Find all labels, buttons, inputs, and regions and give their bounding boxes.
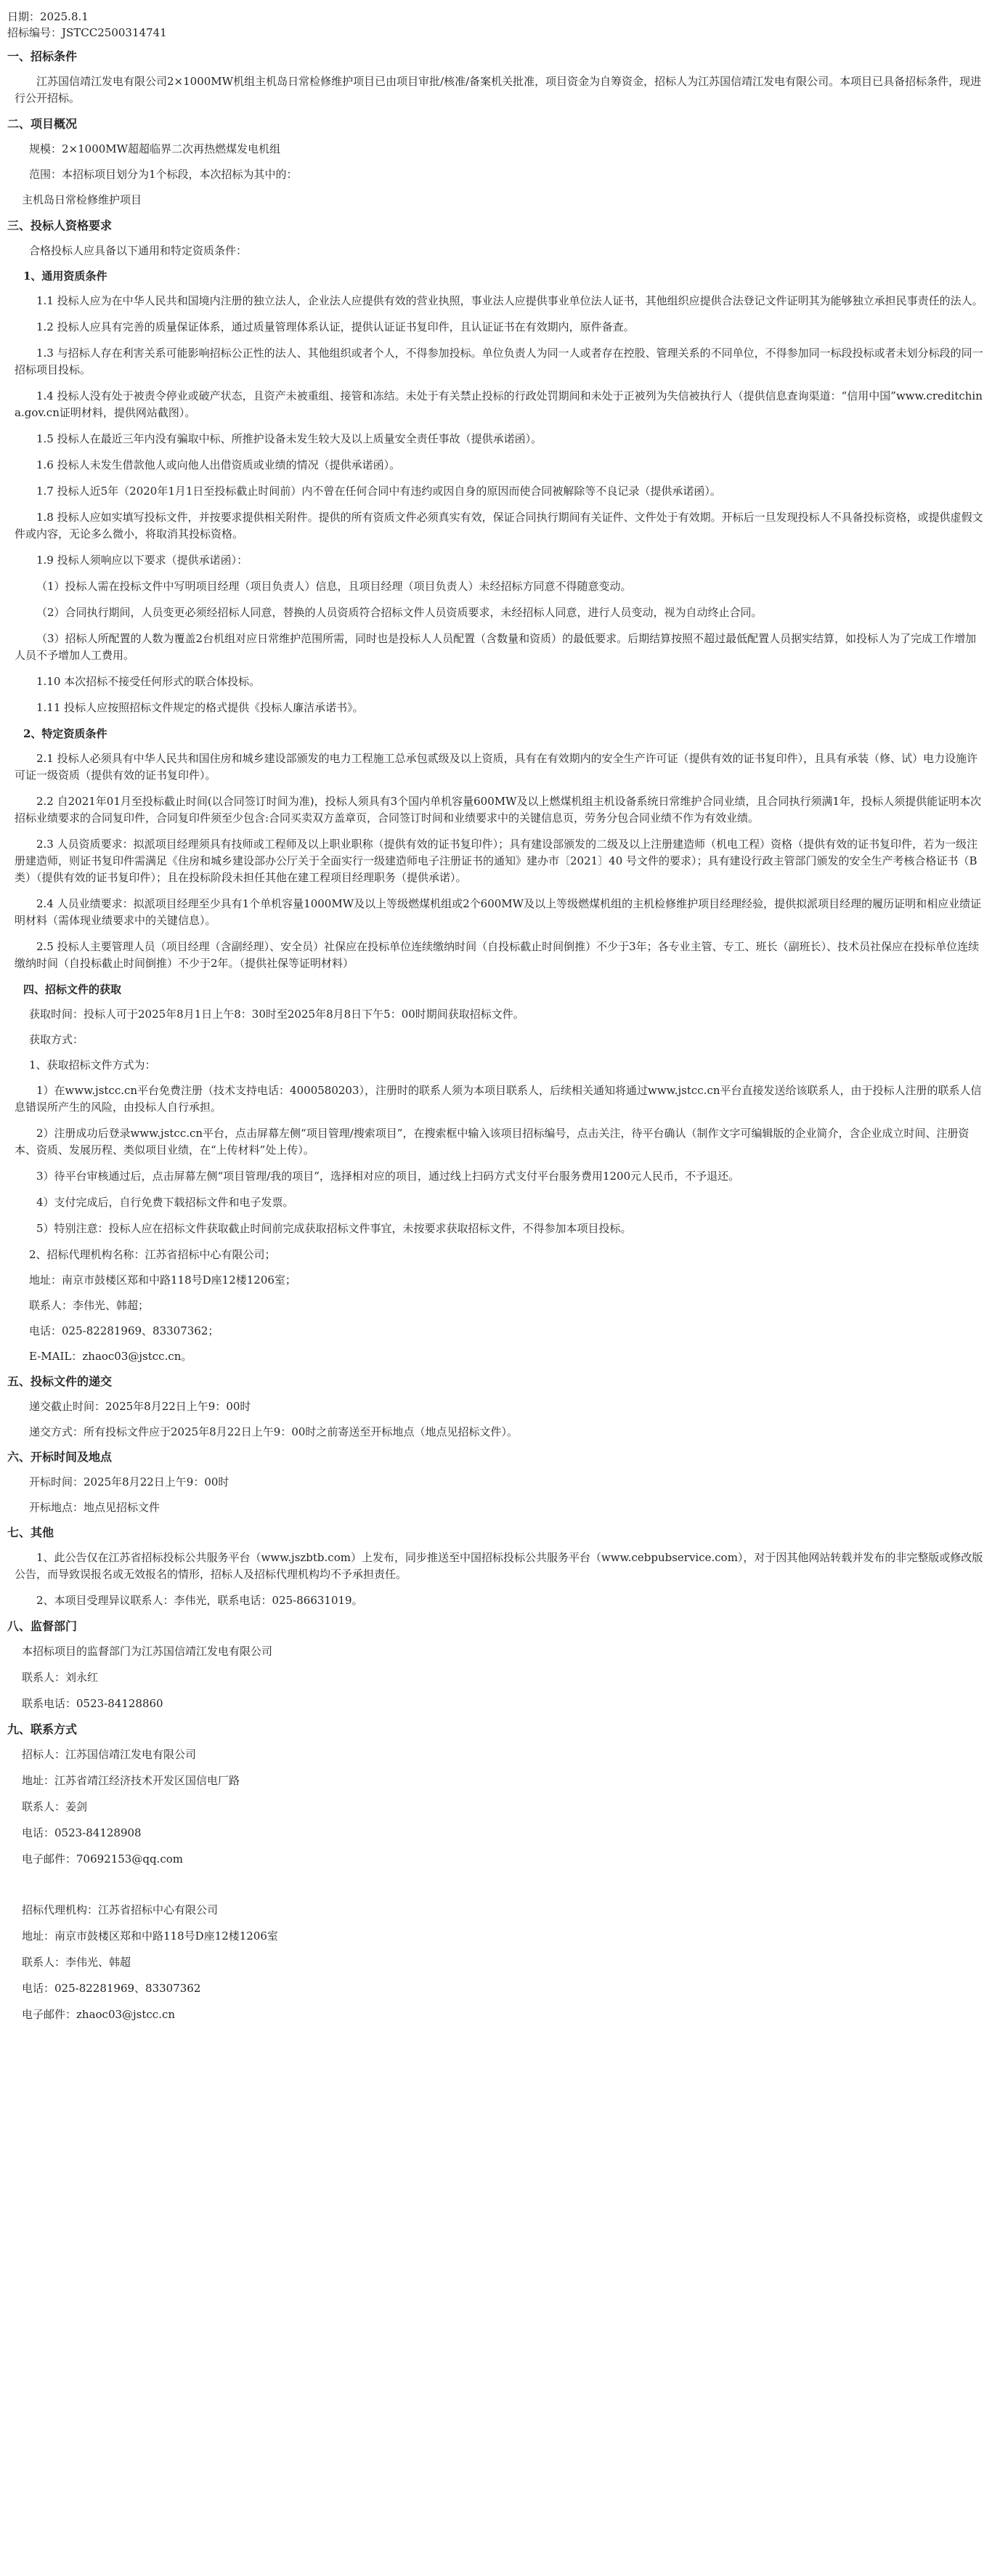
project-scope: 范围：本招标项目划分为1个标段，本次招标为其中的： — [29, 168, 298, 181]
supervision-phone: 联系电话：0523-84128860 — [22, 1697, 163, 1710]
qualification-subitem: （3）招标人所配置的人数为覆盖2台机组对应日常维护范围所需，同时也是投标人人员配置（含数量和资质）的最低要求。后期结算按照不超过最低配置人员据实结算，如投标人为了完成工作增加人员不予增加人工费用。 — [15, 632, 977, 662]
qualification-item: 1.10 本次招标不接受任何形式的联合体投标。 — [36, 675, 261, 688]
project-section-name: 主机岛日常检修维护项目 — [22, 193, 142, 206]
qualification-item: 1.8 投标人应如实填写投标文件，并按要求提供相关附件。提供的所有资质文件必须真实有效，保证合同执行期间有关证件、文件处于有效期。开标后一旦发现投标人不具备投标资格，或提供虚假文件或内容，无论多么微小，将取消其投标资格。 — [15, 511, 983, 540]
agency-name: 2、招标代理机构名称：江苏省招标中心有限公司； — [29, 1248, 276, 1261]
obtain-method-step: 3）待平台审核通过后，点击屏幕左侧“项目管理/我的项目”，选择相对应的项目，通过线上扫码方式支付平台服务费用1200元人民币，不予退还。 — [36, 1170, 740, 1183]
announcement-date: 日期：2025.8.1 — [7, 10, 89, 23]
obtain-method-step: 2）注册成功后登录www.jstcc.cn平台，点击屏幕左侧“项目管理/搜索项目”，在搜索框中输入该项目招标编号，点击关注，待平台确认（制作文字可编辑版的企业简介，含企业成立时间、注册资本、资质、发展历程、类似项目业绩，在“上传材料”处上传）。 — [15, 1127, 969, 1157]
other-item: 2、本项目受理异议联系人：李伟光，联系电话：025-86631019。 — [36, 1594, 363, 1607]
tenderer-name: 招标人：江苏国信靖江发电有限公司 — [22, 1748, 197, 1761]
tender-conditions-text: 江苏国信靖江发电有限公司2×1000MW机组主机岛日常检修维护项目已由项目审批/核准/备案机关批准，项目资金为自筹资金，招标人为江苏国信靖江发电有限公司。本项目已具备招标条件，现进行公开招标。 — [15, 75, 982, 105]
section-tender-conditions-title: 一、招标条件 — [7, 49, 78, 63]
general-qualification-title: 1、通用资质条件 — [23, 270, 107, 283]
obtain-method-label: 获取方式： — [29, 1033, 84, 1046]
section-supervision-title: 八、监督部门 — [7, 1619, 78, 1633]
specific-qualification-title: 2、特定资质条件 — [23, 727, 107, 740]
qualification-item: 2.2 自2021年01月至投标截止时间(以合同签订时间为准)，投标人须具有3个国内单机容量600MW及以上燃煤机组主机设备系统日常维护合同业绩，且合同执行须满1年，投标人须提供能证明本次招标业绩要求的合同复印件，合同复印件须至少包含:合同买卖双方盖章页，合同签订时间和业绩要求中的关键信息页，劳务分包合同业绩不作为有效业绩。 — [15, 795, 982, 825]
qualification-subitem: （2）合同执行期间，人员变更必须经招标人同意，替换的人员资质符合招标文件人员资质要求，未经招标人同意，进行人员变动，视为自动终止合同。 — [36, 606, 763, 619]
section-project-overview-title: 二、项目概况 — [7, 117, 78, 131]
tenderer-contact: 联系人：姜剑 — [22, 1800, 88, 1813]
contact-agency-phone: 电话：025-82281969、83307362 — [22, 1982, 201, 1995]
qualification-item: 1.2 投标人应具有完善的质量保证体系，通过质量管理体系认证，提供认证证书复印件，且认证证书在有效期内，原件备查。 — [36, 320, 635, 333]
obtain-method-step: 5）特别注意：投标人应在招标文件获取截止时间前完成获取招标文件事宜，未按要求获取招标文件，不得参加本项目投标。 — [36, 1222, 632, 1235]
supervision-contact: 联系人：刘永红 — [22, 1671, 99, 1684]
tenderer-email: 电子邮件：70692153@qq.com — [22, 1852, 183, 1866]
submission-deadline: 递交截止时间：2025年8月22日上午9：00时 — [29, 1400, 251, 1413]
opening-time: 开标时间：2025年8月22日上午9：00时 — [29, 1475, 229, 1489]
obtain-method-step: 4）支付完成后，自行免费下载招标文件和电子发票。 — [36, 1196, 294, 1209]
supervision-department: 本招标项目的监督部门为江苏国信靖江发电有限公司 — [22, 1645, 273, 1658]
obtain-method-step: 1）在www.jstcc.cn平台免费注册（技术支持电话：4000580203），注册时的联系人须为本项目联系人，后续相关通知将通过www.jstcc.cn平台直接发送给该联系人，由于投标人注册的联系人信息错误所产生的风险，由投标人自行承担。 — [15, 1084, 982, 1114]
contact-agency-address: 地址：南京市鼓楼区郑和中路118号D座12楼1206室 — [22, 1929, 278, 1943]
contact-agency-name: 招标代理机构：江苏省招标中心有限公司 — [22, 1903, 219, 1916]
section-opening-title: 六、开标时间及地点 — [7, 1450, 113, 1464]
qualification-item: 1.7 投标人近5年（2020年1月1日至投标截止时间前）内不曾在任何合同中有违约或因自身的原因而使合同被解除等不良记录（提供承诺函）。 — [36, 485, 721, 498]
qualification-item: 1.3 与招标人存在利害关系可能影响招标公正性的法人、其他组织或者个人，不得参加投标。单位负责人为同一人或者存在控股、管理关系的不同单位，不得参加同一标段投标或者未划分标段的同一招标项目投标。 — [15, 347, 983, 376]
qualification-item: 2.1 投标人必须具有中华人民共和国住房和城乡建设部颁发的电力工程施工总承包贰级及以上资质，具有在有效期内的安全生产许可证（提供有效的证书复印件），且具有承装（修、试）电力设施许可证一级资质（提供有效的证书复印件）。 — [15, 752, 978, 782]
agency-phone: 电话：025-82281969、83307362； — [29, 1324, 219, 1337]
submission-method: 递交方式：所有投标文件应于2025年8月22日上午9：00时之前寄送至开标地点（地点见招标文件）。 — [29, 1425, 518, 1438]
qualification-item: 1.11 投标人应按照招标文件规定的格式提供《投标人廉洁承诺书》。 — [36, 701, 364, 714]
obtain-period: 获取时间：投标人可于2025年8月1日上午8：30时至2025年8月8日下午5：00时期间获取招标文件。 — [29, 1008, 524, 1021]
agency-contact: 联系人：李伟光、韩超； — [29, 1299, 150, 1312]
project-scale: 规模：2×1000MW超超临界二次再热燃煤发电机组 — [29, 142, 281, 155]
obtain-method-item: 1、获取招标文件方式为： — [29, 1058, 156, 1072]
section-other-title: 七、其他 — [7, 1526, 54, 1539]
qualification-subitem: （1）投标人需在投标文件中写明项目经理（项目负责人）信息，且项目经理（项目负责人）未经招标方同意不得随意变动。 — [36, 580, 632, 593]
section-spacer — [7, 1877, 985, 1902]
qualification-item: 1.6 投标人未发生借款他人或向他人出借资质或业绩的情况（提供承诺函）。 — [36, 458, 401, 471]
opening-place: 开标地点：地点见招标文件 — [29, 1501, 160, 1514]
qualification-item: 2.4 人员业绩要求：拟派项目经理至少具有1个单机容量1000MW及以上等级燃煤机组或2个600MW及以上等级燃煤机组的主机检修维护项目经理经验，提供拟派项目经理的履历证明和相应业绩证明材料（需体现业绩要求中的关键信息）。 — [15, 897, 982, 927]
tender-number: 招标编号：JSTCC2500314741 — [7, 26, 167, 39]
other-item: 1、此公告仅在江苏省招标投标公共服务平台（www.jszbtb.com）上发布，同步推送至中国招标投标公共服务平台（www.cebpubservice.com），对于因其他网站转载并发布的非完整版或修改版公告，而导致误报名或无效报名的情形，招标人及招标代理机构均不予承担责任。 — [15, 1551, 983, 1581]
agency-email: E-MAIL：zhaoc03@jstcc.cn。 — [29, 1350, 192, 1363]
qualification-item: 2.3 人员资质要求：拟派项目经理须具有技师或工程师及以上职业职称（提供有效的证书复印件）；具有建设部颁发的二级及以上注册建造师（机电工程）资格（提供有效的证书复印件，若为一级注册建造师，则证书复印件需满足《住房和城乡建设部办公厅关于全面实行一级建造师电子注册证书的通知》建办市〔2021〕40 号文件的要求）；具有建设行政主管部门颁发的安全生产考核合格证书（B类）（提供有效的证书复印件）；且在投标阶段未担任其他在建工程项目经理职务（提供承诺）。 — [15, 838, 978, 884]
qualification-item: 2.5 投标人主要管理人员（项目经理（含副经理）、安全员）社保应在投标单位连续缴纳时间（自投标截止时间倒推）不少于3年；各专业主管、专工、班长（副班长）、技术员社保应在投标单位连续缴纳时间（自投标截止时间倒推）不少于2年。（提供社保等证明材料） — [15, 940, 980, 970]
qualification-intro: 合格投标人应具备以下通用和特定资质条件： — [29, 244, 248, 257]
tenderer-address: 地址：江苏省靖江经济技术开发区国信电厂路 — [22, 1774, 240, 1787]
agency-address: 地址：南京市鼓楼区郑和中路118号D座12楼1206室； — [29, 1273, 296, 1287]
qualification-item: 1.4 投标人没有处于被责令停业或破产状态，且资产未被重组、接管和冻结。未处于有关禁止投标的行政处罚期间和未处于正被列为失信被执行人（提供信息查询渠道：“信用中国”www.creditchina.gov.cn证明材料，提供网站截图）。 — [15, 389, 983, 419]
qualification-item: 1.9 投标人须响应以下要求（提供承诺函）： — [36, 554, 248, 567]
qualification-item: 1.1 投标人应为在中华人民共和国境内注册的独立法人，企业法人应提供有效的营业执照，事业法人应提供事业单位法人证书，其他组织应提供合法登记文件证明其为能够独立承担民事责任的法人。 — [36, 294, 983, 307]
contact-agency-contact: 联系人：李伟光、韩超 — [22, 1956, 131, 1969]
section-qualification-title: 三、投标人资格要求 — [7, 219, 113, 232]
section-contact-title: 九、联系方式 — [7, 1722, 78, 1736]
section-obtain-documents-title: 四、招标文件的获取 — [23, 983, 122, 996]
contact-agency-email: 电子邮件：zhaoc03@jstcc.cn — [22, 2008, 176, 2021]
qualification-item: 1.5 投标人在最近三年内没有骗取中标、所推护设备未发生较大及以上质量安全责任事故（提供承诺函）。 — [36, 432, 542, 445]
section-submission-title: 五、投标文件的递交 — [7, 1374, 113, 1388]
tenderer-phone: 电话：0523-84128908 — [22, 1826, 142, 1839]
